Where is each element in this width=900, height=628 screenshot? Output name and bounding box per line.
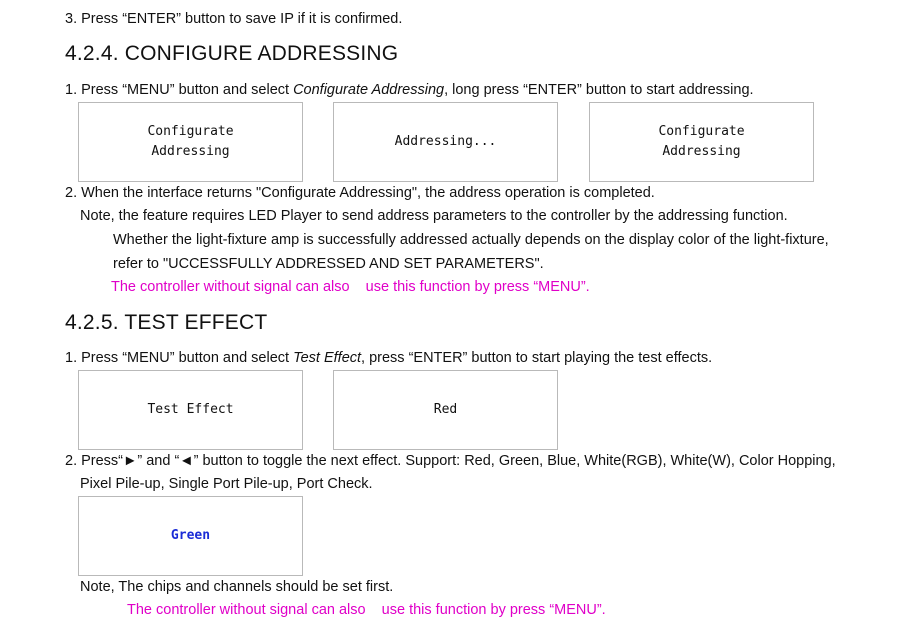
lcd-screen-addressing [333, 102, 558, 182]
lcd-line-2: Addressing [662, 144, 741, 159]
section-heading-test-effect: 4.2.5. TEST EFFECT [65, 311, 268, 334]
section-heading-configure-addressing: 4.2.4. CONFIGURE ADDRESSING [65, 42, 399, 65]
step-1-pre: 1. Press “MENU” button and select [65, 350, 294, 366]
lcd-screen-test-effect [78, 370, 303, 450]
lcd-screen-green [78, 496, 303, 576]
step-2-toggle-effect-cont: Pixel Pile-up, Single Port Pile-up, Port Check. [80, 476, 373, 492]
lcd-line-1: Red [433, 402, 458, 417]
step-2-toggle-effect: 2. Press“►” and “◄” button to toggle the next effect. Support: Red, Green, Blue, White(RGB), White(W), Color Hopping, [65, 453, 836, 469]
lcd-screen-red [333, 370, 558, 450]
note-light-fixture: Whether the light-fixture amp is successfully addressed actually depends on the display color of the light-fixture, [113, 232, 829, 248]
step-1-pre: 1. Press “MENU” button and select [65, 82, 294, 98]
note-refer: refer to "UCCESSFULLY ADDRESSED AND SET PARAMETERS". [113, 256, 544, 272]
lcd-line-1: Configurate [658, 124, 745, 139]
lcd-line-1: Test Effect [147, 402, 234, 417]
step-1-test-effect [65, 349, 712, 367]
lcd-screen-configurate-2 [589, 102, 814, 182]
step-3-text: 3. Press “ENTER” button to save IP if it is confirmed. [65, 11, 403, 27]
note-led-player: Note, the feature requires LED Player to send address parameters to the controller by the addressing function. [80, 208, 788, 224]
step-1-configure-addressing [65, 81, 754, 99]
step-2-addressing-complete: 2. When the interface returns "Configurate Addressing", the address operation is completed. [65, 185, 655, 201]
lcd-screen-configurate-1 [78, 102, 303, 182]
step-1-post: , long press “ENTER” button to start addressing. [444, 82, 754, 98]
lcd-line-1: Addressing... [394, 134, 497, 149]
lcd-line-1: Green [170, 528, 211, 543]
note-chips-channels: Note, The chips and channels should be set first. [80, 579, 394, 595]
lcd-line-2: Addressing [151, 144, 230, 159]
lcd-line-1: Configurate [147, 124, 234, 139]
note-no-signal: The controller without signal can also use this function by press “MENU”. [111, 279, 590, 295]
step-1-emphasis: Test Effect [293, 350, 362, 366]
note-no-signal-2: The controller without signal can also use this function by press “MENU”. [127, 602, 606, 618]
step-1-post: , press “ENTER” button to start playing the test effects. [361, 350, 713, 366]
step-1-emphasis: Configurate Addressing [293, 82, 445, 98]
